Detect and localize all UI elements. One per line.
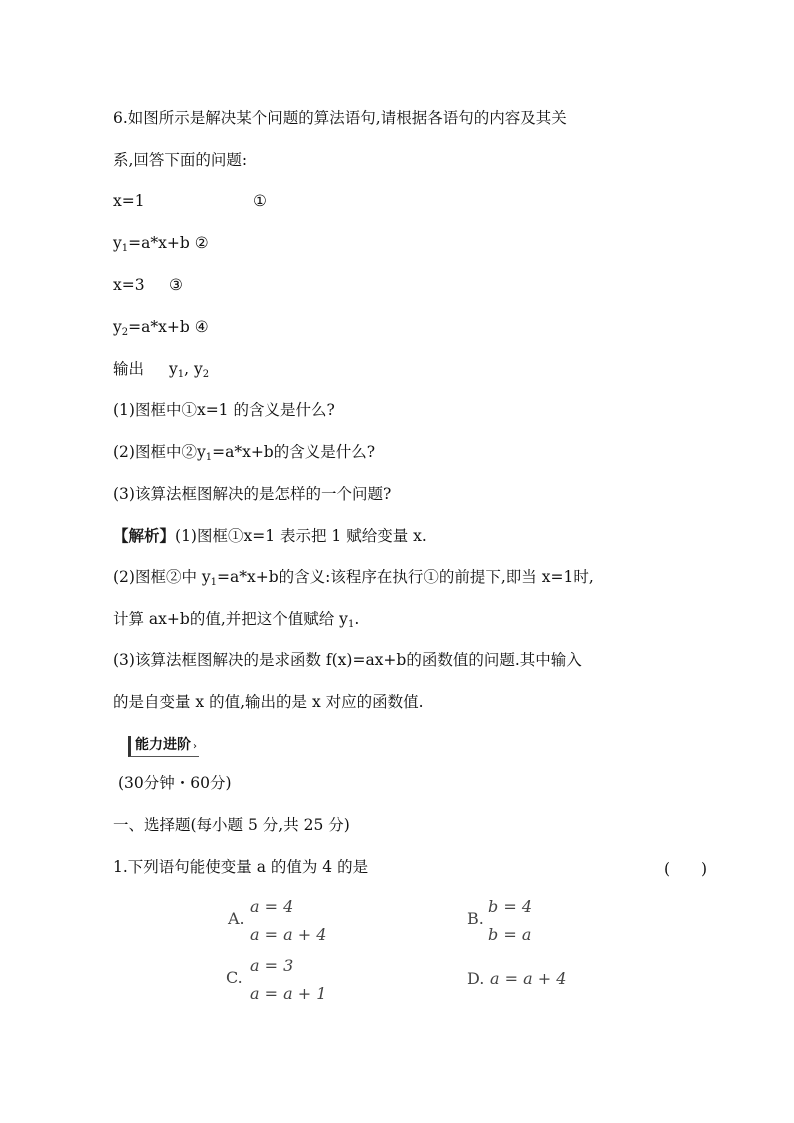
answer-paren: ( ) (664, 860, 708, 878)
part-heading: 一、选择题(每小题 5 分,共 25 分) (113, 816, 350, 834)
option-a-line-2: a = a + 4 (250, 925, 327, 944)
question-1: (1)图框中①x=1 的含义是什么? (113, 401, 335, 419)
code-line-4: $y_2=a*x+b$ ④ (113, 318, 209, 338)
code-line-3: x=3 ③ (113, 276, 183, 294)
circled-3: ③ (169, 276, 183, 294)
code-line-2: $y_1=a*x+b$ ② (113, 234, 209, 254)
circled-2: ② (194, 234, 209, 252)
solution-line-5: 的是自变量 x 的值,输出的是 x 对应的函数值. (113, 693, 424, 711)
option-b-label: B. (467, 909, 484, 928)
option-a-label: A. (228, 909, 245, 928)
solution-label: 【解析】 (113, 526, 176, 545)
problem-text-line-1: 6.如图所示是解决某个问题的算法语句,请根据各语句的内容及其关 (113, 109, 567, 127)
option-b-line-2: b = a (488, 925, 532, 944)
section-badge: 能力进阶 › (128, 736, 199, 757)
option-c-label: C. (226, 968, 243, 987)
option-b-line-1: b = 4 (488, 897, 532, 916)
time-score-info: (30分钟・60分) (118, 774, 232, 792)
solution-line-2: (2)图框②中 $y_1=a*x+b$的含义:该程序在执行①的前提下,即当 x=1时, (113, 568, 594, 588)
option-c-line-2: a = a + 1 (250, 984, 327, 1003)
option-d-line-1: a = a + 4 (490, 969, 567, 988)
option-d-label: D. (467, 969, 485, 988)
chevron-right-icon: › (193, 741, 197, 752)
circled-1: ① (253, 192, 267, 210)
problem-text-line-2: 系,回答下面的问题: (113, 151, 248, 169)
option-c-line-1: a = 3 (250, 956, 294, 975)
circled-4: ④ (194, 318, 209, 336)
question-3: (3)该算法框图解决的是怎样的一个问题? (113, 485, 392, 503)
question-2: (2)图框中$②y_1=a*x+b$的含义是什么? (113, 443, 376, 463)
solution-line-4: (3)该算法框图解决的是求函数 f(x)=ax+b的函数值的问题.其中输入 (113, 651, 582, 669)
code-line-1: x=1 ① (113, 192, 267, 210)
solution-line-3: 计算 ax+b的值,并把这个值赋给 $y_1$. (113, 610, 360, 630)
option-a-line-1: a = 4 (250, 897, 294, 916)
solution-line-1: 【解析】(1)图框①x=1 表示把 1 赋给变量 x. (113, 526, 427, 545)
code-line-5: 输出 $y_1$, $y_2$ (113, 360, 210, 380)
choice-question-stem: 1.下列语句能使变量 a 的值为 4 的是 (113, 858, 369, 876)
